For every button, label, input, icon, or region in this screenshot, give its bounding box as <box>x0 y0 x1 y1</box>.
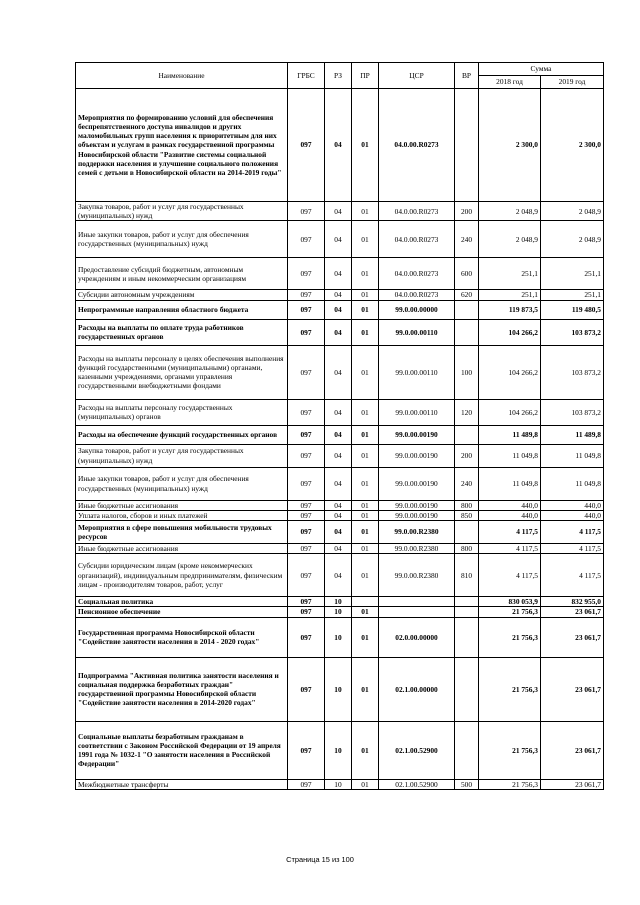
cell-sum-2018: 21 756,3 <box>479 607 541 617</box>
cell-name: Непрограммные направления областного бюджета <box>76 300 288 319</box>
cell-name: Расходы на выплаты персоналу государственных (муниципальных) органов <box>76 399 288 425</box>
cell-vr <box>455 89 479 202</box>
cell-pr: 01 <box>352 521 379 544</box>
cell-sum-2019: 251,1 <box>541 258 604 290</box>
cell-name: Иные бюджетные ассигнования <box>76 544 288 554</box>
cell-grbs: 097 <box>288 399 325 425</box>
cell-rz: 04 <box>325 425 352 444</box>
cell-rz: 10 <box>325 779 352 789</box>
cell-grbs: 097 <box>288 607 325 617</box>
cell-sum-2019: 440,0 <box>541 510 604 520</box>
cell-sum-2018: 440,0 <box>479 510 541 520</box>
cell-rz: 10 <box>325 721 352 779</box>
cell-grbs: 097 <box>288 202 325 221</box>
cell-vr <box>455 425 479 444</box>
cell-sum-2018: 2 048,9 <box>479 221 541 258</box>
cell-sum-2018: 830 053,9 <box>479 597 541 607</box>
cell-sum-2019: 11 049,8 <box>541 467 604 500</box>
cell-pr: 01 <box>352 221 379 258</box>
cell-sum-2019: 23 061,7 <box>541 779 604 789</box>
cell-sum-2018: 2 048,9 <box>479 202 541 221</box>
cell-csr: 99.0.00.00190 <box>379 467 455 500</box>
table-row <box>76 319 604 345</box>
table-row <box>76 554 604 597</box>
cell-vr: 850 <box>455 510 479 520</box>
cell-pr: 01 <box>352 290 379 300</box>
header-rz: РЗ <box>325 63 352 89</box>
cell-vr: 500 <box>455 779 479 789</box>
cell-vr: 620 <box>455 290 479 300</box>
table-row <box>76 345 604 399</box>
cell-sum-2018: 21 756,3 <box>479 721 541 779</box>
cell-csr: 02.1.00.52900 <box>379 721 455 779</box>
table-row <box>76 89 604 202</box>
header-year-2019: 2019 год <box>541 76 604 89</box>
cell-vr <box>455 721 479 779</box>
table-row <box>76 521 604 544</box>
cell-sum-2018: 119 873,5 <box>479 300 541 319</box>
cell-csr: 04.0.00.R0273 <box>379 202 455 221</box>
cell-grbs: 097 <box>288 617 325 657</box>
cell-pr: 01 <box>352 467 379 500</box>
cell-pr: 01 <box>352 425 379 444</box>
cell-rz: 04 <box>325 258 352 290</box>
cell-rz: 04 <box>325 467 352 500</box>
cell-vr: 810 <box>455 554 479 597</box>
table-row <box>76 500 604 510</box>
cell-grbs: 097 <box>288 521 325 544</box>
cell-csr: 04.0.00.R0273 <box>379 258 455 290</box>
cell-sum-2018: 2 300,0 <box>479 89 541 202</box>
cell-rz: 10 <box>325 657 352 721</box>
cell-rz: 04 <box>325 521 352 544</box>
cell-pr: 01 <box>352 721 379 779</box>
cell-name: Межбюджетные трансферты <box>76 779 288 789</box>
cell-sum-2019: 2 048,9 <box>541 202 604 221</box>
cell-rz: 04 <box>325 300 352 319</box>
cell-pr: 01 <box>352 510 379 520</box>
header-sum: Сумма <box>479 63 604 76</box>
cell-name: Иные закупки товаров, работ и услуг для обеспечения государственных (муниципальных) нужд <box>76 467 288 500</box>
cell-name: Пенсионное обеспечение <box>76 607 288 617</box>
cell-grbs: 097 <box>288 444 325 467</box>
cell-grbs: 097 <box>288 500 325 510</box>
cell-pr: 01 <box>352 554 379 597</box>
table-row <box>76 779 604 789</box>
cell-rz: 04 <box>325 202 352 221</box>
cell-csr <box>379 607 455 617</box>
cell-sum-2018: 11 049,8 <box>479 467 541 500</box>
cell-sum-2018: 4 117,5 <box>479 544 541 554</box>
cell-grbs: 097 <box>288 554 325 597</box>
cell-rz: 10 <box>325 607 352 617</box>
header-grbs: ГРБС <box>288 63 325 89</box>
cell-sum-2018: 251,1 <box>479 290 541 300</box>
cell-sum-2018: 104 266,2 <box>479 319 541 345</box>
cell-grbs: 097 <box>288 290 325 300</box>
cell-grbs: 097 <box>288 258 325 290</box>
cell-name: Расходы на обеспечение функций государственных органов <box>76 425 288 444</box>
cell-name: Закупка товаров, работ и услуг для государственных (муниципальных) нужд <box>76 444 288 467</box>
cell-pr: 01 <box>352 202 379 221</box>
cell-name: Иные бюджетные ассигнования <box>76 500 288 510</box>
cell-rz: 10 <box>325 617 352 657</box>
cell-pr: 01 <box>352 500 379 510</box>
cell-rz: 04 <box>325 554 352 597</box>
cell-grbs: 097 <box>288 721 325 779</box>
budget-table <box>75 62 604 790</box>
cell-vr: 240 <box>455 221 479 258</box>
cell-name: Субсидии автономным учреждениям <box>76 290 288 300</box>
cell-sum-2019: 832 955,0 <box>541 597 604 607</box>
cell-grbs: 097 <box>288 89 325 202</box>
cell-grbs: 097 <box>288 544 325 554</box>
cell-vr <box>455 521 479 544</box>
cell-csr: 99.0.00.00000 <box>379 300 455 319</box>
header-name: Наименование <box>76 63 288 89</box>
header-vr: ВР <box>455 63 479 89</box>
cell-sum-2019: 23 061,7 <box>541 657 604 721</box>
cell-grbs: 097 <box>288 300 325 319</box>
header-csr: ЦСР <box>379 63 455 89</box>
cell-csr: 99.0.00.00190 <box>379 500 455 510</box>
cell-sum-2019: 103 873,2 <box>541 319 604 345</box>
cell-csr: 99.0.00.00110 <box>379 319 455 345</box>
cell-csr: 04.0.00.R0273 <box>379 290 455 300</box>
cell-sum-2019: 251,1 <box>541 290 604 300</box>
cell-sum-2019: 11 489,8 <box>541 425 604 444</box>
cell-vr: 600 <box>455 258 479 290</box>
cell-grbs: 097 <box>288 221 325 258</box>
cell-rz: 04 <box>325 221 352 258</box>
cell-name: Подпрограмма "Активная политика занятости населения и социальная поддержка безработных граждан" государственной программы Новосибирской области "Содействие занятости населения в 2014-2020 годах" <box>76 657 288 721</box>
table-row <box>76 290 604 300</box>
cell-sum-2019: 4 117,5 <box>541 544 604 554</box>
cell-sum-2019: 23 061,7 <box>541 607 604 617</box>
cell-vr: 800 <box>455 500 479 510</box>
cell-rz: 04 <box>325 500 352 510</box>
header-year-2018: 2018 год <box>479 76 541 89</box>
cell-csr: 04.0.00.R0273 <box>379 221 455 258</box>
cell-sum-2019: 4 117,5 <box>541 554 604 597</box>
cell-vr <box>455 617 479 657</box>
cell-pr: 01 <box>352 544 379 554</box>
cell-pr: 01 <box>352 89 379 202</box>
cell-pr: 01 <box>352 607 379 617</box>
cell-grbs: 097 <box>288 597 325 607</box>
cell-csr: 02.1.00.52900 <box>379 779 455 789</box>
cell-pr: 01 <box>352 657 379 721</box>
cell-name: Уплата налогов, сборов и иных платежей <box>76 510 288 520</box>
cell-pr: 01 <box>352 258 379 290</box>
cell-vr: 200 <box>455 202 479 221</box>
cell-pr: 01 <box>352 399 379 425</box>
cell-sum-2018: 11 489,8 <box>479 425 541 444</box>
table-row <box>76 510 604 520</box>
table-row <box>76 425 604 444</box>
cell-rz: 04 <box>325 290 352 300</box>
cell-name: Закупка товаров, работ и услуг для государственных (муниципальных) нужд <box>76 202 288 221</box>
cell-rz: 04 <box>325 544 352 554</box>
cell-name: Социальные выплаты безработным гражданам в соответствии с Законом Российской Федерации от 19 апреля 1991 года № 1032-1 "О занятости населения в Российской Федерации" <box>76 721 288 779</box>
table-row <box>76 399 604 425</box>
cell-rz: 04 <box>325 345 352 399</box>
cell-grbs: 097 <box>288 510 325 520</box>
cell-rz: 04 <box>325 444 352 467</box>
cell-pr: 01 <box>352 779 379 789</box>
cell-sum-2018: 251,1 <box>479 258 541 290</box>
cell-sum-2018: 21 756,3 <box>479 657 541 721</box>
cell-name: Социальная политика <box>76 597 288 607</box>
cell-grbs: 097 <box>288 425 325 444</box>
table-row <box>76 258 604 290</box>
cell-sum-2018: 4 117,5 <box>479 521 541 544</box>
cell-vr: 100 <box>455 345 479 399</box>
cell-sum-2018: 104 266,2 <box>479 399 541 425</box>
cell-name: Расходы на выплаты по оплате труда работников государственных органов <box>76 319 288 345</box>
cell-rz: 04 <box>325 510 352 520</box>
cell-sum-2018: 104 266,2 <box>479 345 541 399</box>
table-row <box>76 657 604 721</box>
cell-sum-2018: 11 049,8 <box>479 444 541 467</box>
cell-sum-2019: 119 480,5 <box>541 300 604 319</box>
cell-vr: 120 <box>455 399 479 425</box>
cell-name: Расходы на выплаты персоналу в целях обеспечения выполнения функций государственными (муниципальными) органами, казенными учреждениями, органами управления государственными внебюджетными фондами <box>76 345 288 399</box>
cell-csr: 99.0.00.R2380 <box>379 544 455 554</box>
cell-sum-2019: 23 061,7 <box>541 617 604 657</box>
cell-csr: 99.0.00.00110 <box>379 399 455 425</box>
cell-sum-2019: 103 873,2 <box>541 345 604 399</box>
cell-grbs: 097 <box>288 345 325 399</box>
cell-sum-2019: 440,0 <box>541 500 604 510</box>
cell-csr: 02.1.00.00000 <box>379 657 455 721</box>
table-row <box>76 617 604 657</box>
cell-vr <box>455 657 479 721</box>
cell-sum-2018: 21 756,3 <box>479 617 541 657</box>
table-row <box>76 544 604 554</box>
cell-vr <box>455 607 479 617</box>
cell-csr <box>379 597 455 607</box>
table-row <box>76 607 604 617</box>
cell-sum-2019: 23 061,7 <box>541 721 604 779</box>
cell-pr: 01 <box>352 300 379 319</box>
cell-sum-2019: 2 048,9 <box>541 221 604 258</box>
table-row <box>76 467 604 500</box>
cell-vr: 240 <box>455 467 479 500</box>
cell-name: Иные закупки товаров, работ и услуг для обеспечения государственных (муниципальных) нужд <box>76 221 288 258</box>
table-row <box>76 444 604 467</box>
cell-vr <box>455 597 479 607</box>
cell-csr: 04.0.00.R0273 <box>379 89 455 202</box>
cell-csr: 02.0.00.00000 <box>379 617 455 657</box>
cell-rz: 04 <box>325 399 352 425</box>
cell-sum-2018: 4 117,5 <box>479 554 541 597</box>
cell-vr: 800 <box>455 544 479 554</box>
table-row <box>76 202 604 221</box>
cell-csr: 99.0.00.00190 <box>379 510 455 520</box>
table-row <box>76 597 604 607</box>
cell-csr: 99.0.00.00190 <box>379 425 455 444</box>
page-number: Страница 15 из 100 <box>286 855 354 864</box>
cell-sum-2019: 4 117,5 <box>541 521 604 544</box>
cell-sum-2018: 21 756,3 <box>479 779 541 789</box>
cell-grbs: 097 <box>288 657 325 721</box>
table-body <box>76 89 604 790</box>
cell-pr <box>352 597 379 607</box>
cell-pr: 01 <box>352 345 379 399</box>
cell-vr <box>455 300 479 319</box>
cell-csr: 99.0.00.R2380 <box>379 521 455 544</box>
cell-grbs: 097 <box>288 467 325 500</box>
cell-grbs: 097 <box>288 779 325 789</box>
cell-sum-2018: 440,0 <box>479 500 541 510</box>
cell-sum-2019: 11 049,8 <box>541 444 604 467</box>
cell-sum-2019: 2 300,0 <box>541 89 604 202</box>
table-row <box>76 300 604 319</box>
cell-vr: 200 <box>455 444 479 467</box>
cell-name: Мероприятия по формированию условий для обеспечения беспрепятственного доступа инвалидов и других маломобильных групп населения к приоритетным для них объектам и услугам в рамках государственной программы Новосибирской области "Развитие системы социальной поддержки населения и улучшение социального положения семей с детьми в Новосибирской области на 2014-2019 годы" <box>76 89 288 202</box>
header-pr: ПР <box>352 63 379 89</box>
cell-csr: 99.0.00.R2380 <box>379 554 455 597</box>
cell-pr: 01 <box>352 444 379 467</box>
cell-pr: 01 <box>352 319 379 345</box>
table-row <box>76 721 604 779</box>
cell-csr: 99.0.00.00190 <box>379 444 455 467</box>
cell-name: Предоставление субсидий бюджетным, автономным учреждениям и иным некоммерческим организациям <box>76 258 288 290</box>
cell-rz: 04 <box>325 89 352 202</box>
cell-pr: 01 <box>352 617 379 657</box>
table-row <box>76 221 604 258</box>
cell-grbs: 097 <box>288 319 325 345</box>
cell-name: Субсидии юридическим лицам (кроме некоммерческих организаций), индивидуальным предпринимателям, физическим лицам - производителям товаров, работ, услуг <box>76 554 288 597</box>
cell-csr: 99.0.00.00110 <box>379 345 455 399</box>
cell-vr <box>455 319 479 345</box>
cell-name: Государственная программа Новосибирской области "Содействие занятости населения в 2014 - 2020 годах" <box>76 617 288 657</box>
cell-rz: 10 <box>325 597 352 607</box>
cell-rz: 04 <box>325 319 352 345</box>
cell-name: Мероприятия в сфере повышения мобильности трудовых ресурсов <box>76 521 288 544</box>
cell-sum-2019: 103 873,2 <box>541 399 604 425</box>
